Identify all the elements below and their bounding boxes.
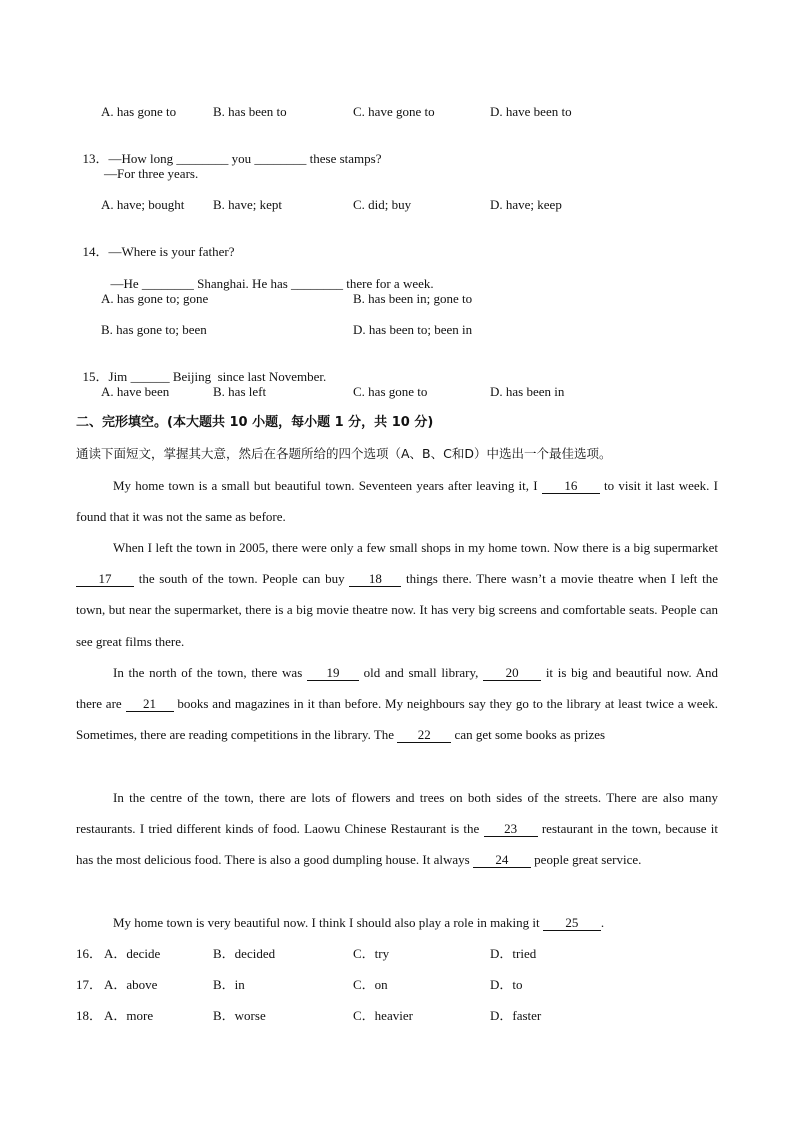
q14-option-d: D. has been to; been in <box>353 322 473 337</box>
q17-number: 17． <box>76 977 103 992</box>
blank-16: 16 <box>542 479 600 494</box>
q15-blank-1: ______ <box>130 369 170 384</box>
blank-17: 17 <box>76 572 134 587</box>
q12-option-d: D. have been to <box>490 104 572 119</box>
p2-text-a: When I left the town in 2005, there were only a few small shops in my home town. Now there is a big supermarket <box>113 540 718 555</box>
q17-option-d: D．to <box>490 977 523 992</box>
q13-option-c: C. did; buy <box>353 197 412 212</box>
p1-text-a: My home town is a small but beautiful town. Seventeen years after leaving it, I <box>113 478 542 493</box>
p5-text-a: My home town is very beautiful now. I think I should also play a role in making it <box>113 915 543 930</box>
passage-paragraph-1 <box>76 470 718 532</box>
q14-text-2: Shanghai. He has <box>193 276 292 291</box>
q13-option-d: D. have; keep <box>490 197 562 212</box>
q15-option-c: C. has gone to <box>353 384 428 399</box>
blank-22: 22 <box>397 728 451 743</box>
q14-number: 14． <box>82 244 109 259</box>
q15-text-1: Jim <box>108 369 131 384</box>
blank-19: 19 <box>307 666 359 681</box>
p4-text-a: In the centre of the town, there are lots of flowers and trees on both sides of the streets. There are also many restaurants. I tried different kinds of food. Laowu Chinese Restaurant is the <box>76 790 718 837</box>
p3-text-b: old and small library, <box>358 665 484 680</box>
q18-option-a: A．more <box>104 1008 154 1023</box>
q17-option-c: C．on <box>353 977 388 992</box>
q13-text-1: —How long <box>108 151 177 166</box>
q14-blank-2: ________ <box>291 276 344 291</box>
q15-option-b: B. has left <box>213 384 267 399</box>
blank-23: 23 <box>484 822 538 837</box>
q16-option-c: C．try <box>353 946 390 961</box>
q13-stem <box>76 135 382 167</box>
q16-option-d: D．tried <box>490 946 537 961</box>
q13-blank-2: ________ <box>254 151 307 166</box>
q14-option-a: A. has gone to; gone <box>101 291 209 306</box>
passage-paragraph-2 <box>76 532 718 657</box>
q12-option-b: B. has been to <box>213 104 287 119</box>
q13-number: 13． <box>82 151 109 166</box>
q12-option-a: A. has gone to <box>101 104 177 119</box>
q16-option-b: B．decided <box>213 946 276 961</box>
q15-text-2: Beijing since last November. <box>169 369 327 384</box>
q18-option-d: D．faster <box>490 1008 542 1023</box>
q14-option-c: B. has gone to; been <box>101 322 207 337</box>
q14-line-1: —Where is your father? <box>108 244 235 259</box>
q14-stem <box>76 228 235 260</box>
q12-option-c: C. have gone to <box>353 104 435 119</box>
q14-text-1: —He <box>110 276 142 291</box>
q15-stem <box>76 353 326 385</box>
q14-reply <box>104 260 434 292</box>
p2-text-c: things there. There wasn’t a movie theatre when I left the town, but near the supermarket, there is a big movie theatre now. It has very big screens and comfortable seats. People can see great films there. <box>76 571 718 649</box>
q15-option-a: A. have been <box>101 384 170 399</box>
p3-text-c: it is big and beautiful now. And there are <box>76 665 718 712</box>
q16-option-a: A．decide <box>104 946 161 961</box>
blank-24: 24 <box>473 853 531 868</box>
q14-text-3: there for a week. <box>343 276 434 291</box>
p3-text-d: books and magazines in it than before. My neighbours say they go to the library at least twice a week. Sometimes, there are reading competitions in the library. The <box>76 696 718 743</box>
passage-paragraph-4 <box>76 782 718 876</box>
q13-text-3: these stamps? <box>306 151 382 166</box>
p3-text-e: can get some books as prizes <box>451 727 606 743</box>
q13-blank-1: ________ <box>176 151 229 166</box>
q13-text-2: you <box>228 151 255 166</box>
q16-number: 16． <box>76 946 103 961</box>
p5-text-b: . <box>600 915 605 930</box>
section-instruction: 通读下面短文，掌握其大意，然后在各题所给的四个选项（A、B、C和D）中选出一个最佳选项。 <box>76 446 612 461</box>
q15-option-d: D. has been in <box>490 384 565 399</box>
section-heading: 二、完形填空。(本大题共 10 小题，每小题 1 分，共 10 分) <box>76 415 434 430</box>
q18-number: 18． <box>76 1008 103 1023</box>
q13-option-b: B. have; kept <box>213 197 282 212</box>
q14-option-b: B. has been in; gone to <box>353 291 473 306</box>
passage-paragraph-3 <box>76 657 718 751</box>
p1-text-b: to visit it last week. I found that it was not the same as before. <box>76 478 718 525</box>
q17-option-b: B．in <box>213 977 245 992</box>
p4-text-b: restaurant in the town, because it has the most delicious food. There is also a good dumpling house. It always <box>76 821 719 868</box>
blank-21: 21 <box>126 697 174 712</box>
p2-text-b: the south of the town. People can buy <box>134 571 350 587</box>
q13-reply: —For three years. <box>104 166 199 181</box>
q15-number: 15． <box>82 369 109 384</box>
blank-20: 20 <box>483 666 541 681</box>
p4-text-c: people great service. <box>530 852 642 868</box>
q13-option-a: A. have; bought <box>101 197 185 212</box>
q14-blank-1: ________ <box>141 276 194 291</box>
blank-18: 18 <box>349 572 401 587</box>
q17-option-a: A．above <box>104 977 158 992</box>
q18-option-c: C．heavier <box>353 1008 413 1023</box>
passage-paragraph-5 <box>76 907 718 938</box>
blank-25: 25 <box>543 916 601 931</box>
p3-text-a: In the north of the town, there was <box>113 665 307 680</box>
q18-option-b: B．worse <box>213 1008 266 1023</box>
